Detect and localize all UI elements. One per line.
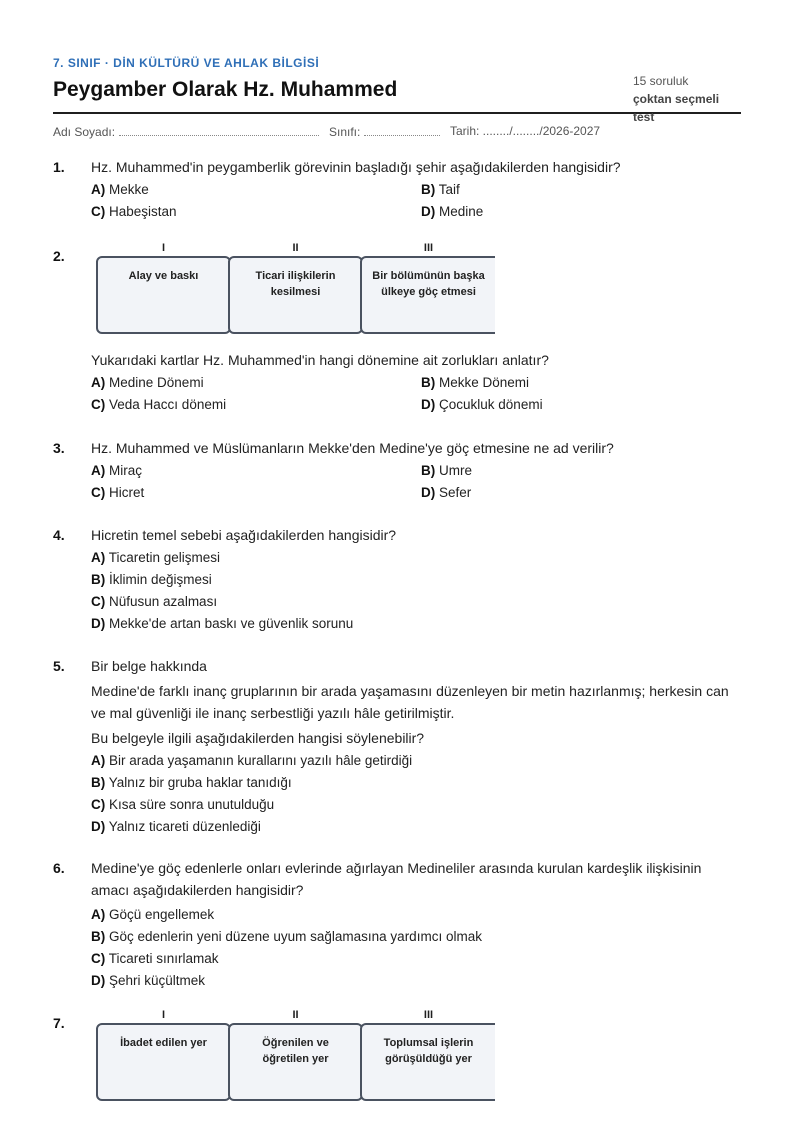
- passage-intro: Bir belge hakkında: [91, 658, 207, 674]
- card-text: Alay ve baskı: [128, 270, 199, 282]
- test-meta: [633, 72, 741, 126]
- card-i: [96, 242, 231, 334]
- test-type: çoktan seçmeli test: [633, 92, 720, 124]
- card-ii: [228, 242, 363, 334]
- name-field[interactable]: [53, 124, 319, 139]
- option-d[interactable]: D) Çocukluk dönemi: [421, 397, 543, 412]
- date-field[interactable]: [450, 124, 600, 138]
- class-field[interactable]: [329, 124, 440, 139]
- date-label: Tarih: ......../......../2026-2027: [450, 124, 601, 138]
- option-c[interactable]: C) Veda Haccı dönemi: [91, 397, 227, 412]
- card-iii: [360, 1009, 495, 1101]
- option-d[interactable]: D) Yalnız ticareti düzenlediği: [91, 819, 261, 834]
- option-c[interactable]: C) Habeşistan: [91, 204, 177, 219]
- question-number: 2.: [53, 248, 65, 264]
- option-a[interactable]: A) Miraç: [91, 463, 143, 478]
- option-b[interactable]: B) Mekke Dönemi: [421, 375, 530, 390]
- card-text: Öğrenilen ve öğretilen yer: [262, 1037, 329, 1065]
- name-blank[interactable]: [119, 124, 319, 136]
- card-numeral: I: [161, 1009, 166, 1021]
- option-b[interactable]: B) Yalnız bir gruba haklar tanıdığı: [91, 775, 292, 790]
- question-stem: Yukarıdaki kartlar Hz. Muhammed'in hangi dönemine ait zorlukları anlatır?: [91, 352, 549, 368]
- option-d[interactable]: D) Medine: [421, 204, 484, 219]
- question-number: 4.: [53, 527, 65, 543]
- question-number: 5.: [53, 658, 65, 674]
- option-b[interactable]: B) Taif: [421, 182, 460, 197]
- student-info: [53, 124, 741, 140]
- question-stem: Bu belgeyle ilgili aşağıdakilerden hangisi söylenebilir?: [91, 730, 425, 746]
- question-stem: Medine'ye göç edenlerle onları evlerinde ağırlayan Medineliler arasında kurulan kardeşlik ilişkisinin amacı aşağıdakilerden hangisidir?: [91, 860, 702, 898]
- card-numeral: II: [292, 1009, 299, 1021]
- option-c[interactable]: C) Kısa süre sonra unutulduğu: [91, 797, 275, 812]
- card-group: [96, 242, 746, 342]
- subject-label: 7. SINIF · DİN KÜLTÜRÜ VE AHLAK BİLGİSİ: [53, 56, 320, 70]
- page-title: Peygamber Olarak Hz. Muhammed: [53, 78, 398, 101]
- option-a[interactable]: A) Ticaretin gelişmesi: [91, 550, 221, 565]
- option-d[interactable]: D) Şehri küçültmek: [91, 973, 206, 988]
- card-numeral: III: [423, 1009, 434, 1021]
- question-stem: Hz. Muhammed ve Müslümanların Mekke'den Medine'ye göç etmesine ne ad verilir?: [91, 440, 614, 456]
- worksheet-header: [53, 54, 741, 124]
- option-a[interactable]: A) Mekke: [91, 182, 149, 197]
- question-number: 6.: [53, 860, 65, 876]
- question-count: 15 soruluk: [633, 74, 689, 88]
- card-ii: [228, 1009, 363, 1101]
- question-number: 3.: [53, 440, 65, 456]
- class-blank[interactable]: [364, 124, 440, 136]
- option-b[interactable]: B) İklimin değişmesi: [91, 572, 212, 587]
- question-stem: Hz. Muhammed'in peygamberlik görevinin başladığı şehir aşağıdakilerden hangisidir?: [91, 159, 621, 175]
- option-d[interactable]: D) Sefer: [421, 485, 472, 500]
- option-c[interactable]: C) Nüfusun azalması: [91, 594, 218, 609]
- name-label: Adı Soyadı:: [53, 125, 116, 139]
- passage-text: Medine'de farklı inanç gruplarının bir arada yaşamasını düzenleyen bir metin hazırlanmış; herkesin can ve mal güvenliği ile inanç serbestliği yazılı hâle getirilmiştir.: [91, 683, 729, 721]
- option-d[interactable]: D) Mekke'de artan baskı ve güvenlik sorunu: [91, 616, 354, 631]
- card-numeral: III: [423, 242, 434, 254]
- question-stem: Hicretin temel sebebi aşağıdakilerden hangisidir?: [91, 527, 397, 543]
- card-text: İbadet edilen yer: [120, 1037, 207, 1049]
- question-number: 1.: [53, 159, 65, 175]
- option-a[interactable]: A) Bir arada yaşamanın kurallarını yazılı hâle getirdiği: [91, 753, 413, 768]
- card-numeral: I: [161, 242, 166, 254]
- option-a[interactable]: A) Göçü engellemek: [91, 907, 215, 922]
- option-b[interactable]: B) Umre: [421, 463, 473, 478]
- option-b[interactable]: B) Göç edenlerin yeni düzene uyum sağlamasına yardımcı olmak: [91, 929, 482, 944]
- class-label: Sınıfı:: [329, 125, 361, 139]
- card-numeral: II: [292, 242, 299, 254]
- card-text: Toplumsal işlerin görüşüldüğü yer: [383, 1037, 474, 1065]
- card-text: Bir bölümünün başka ülkeye göç etmesi: [372, 270, 485, 298]
- card-group: [96, 1009, 746, 1109]
- option-c[interactable]: C) Ticareti sınırlamak: [91, 951, 219, 966]
- option-a[interactable]: A) Medine Dönemi: [91, 375, 204, 390]
- option-c[interactable]: C) Hicret: [91, 485, 145, 500]
- question-number: 7.: [53, 1015, 65, 1031]
- card-text: Ticari ilişkilerin kesilmesi: [255, 270, 336, 298]
- card-i: [96, 1009, 231, 1101]
- card-iii: [360, 242, 495, 334]
